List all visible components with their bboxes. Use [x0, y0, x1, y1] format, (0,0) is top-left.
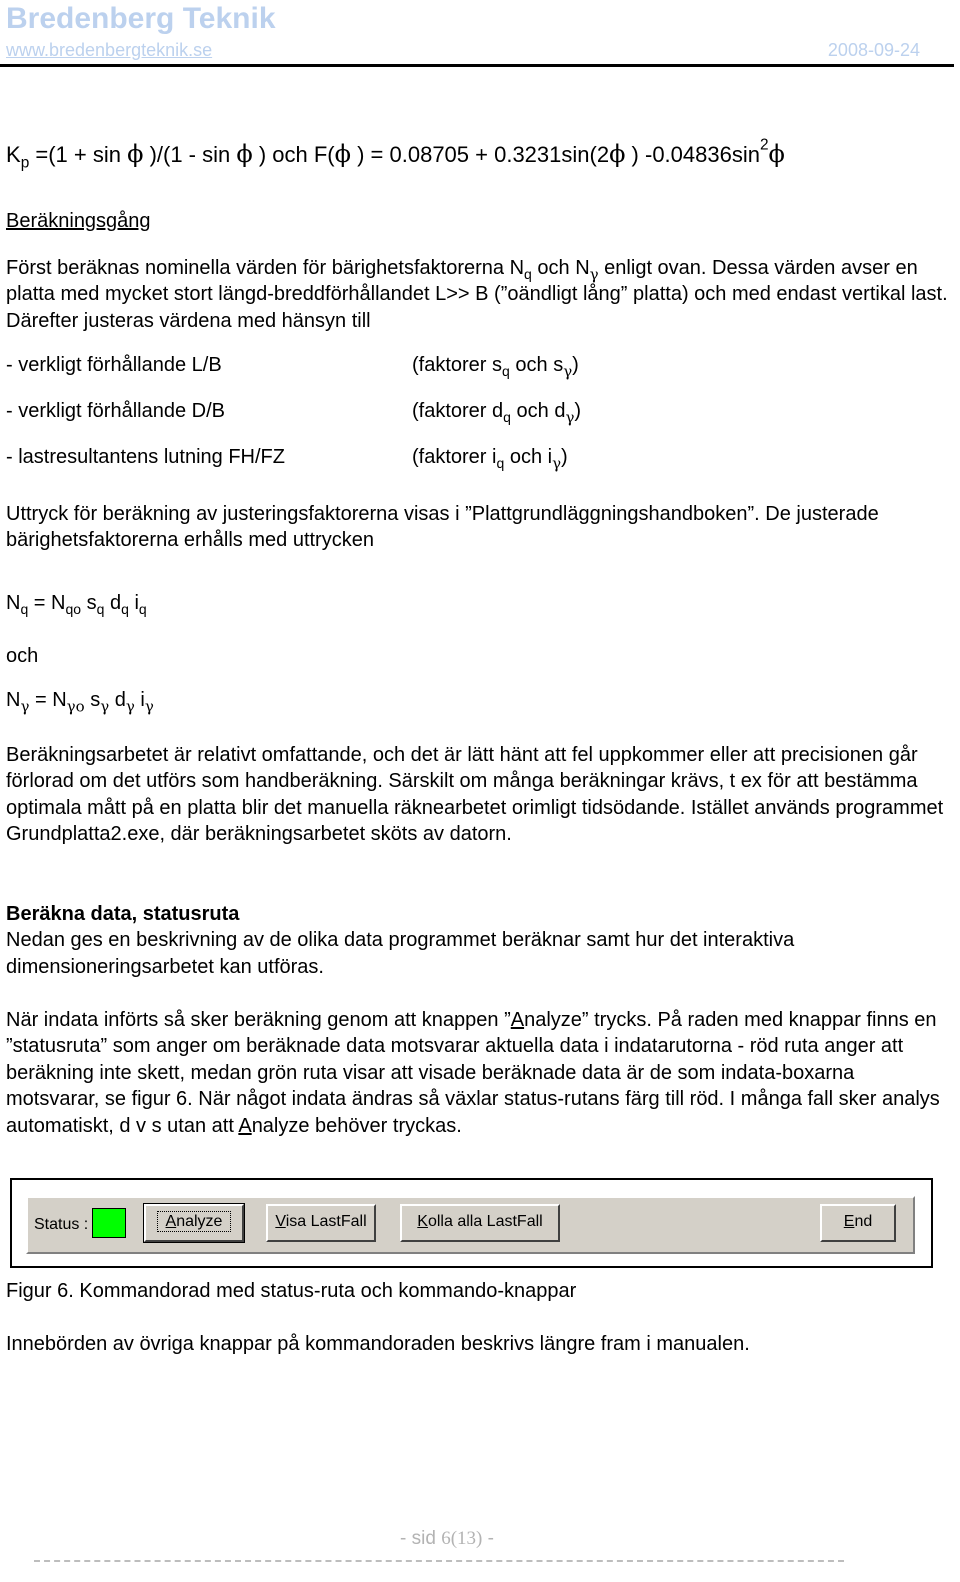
formula-k: K	[6, 142, 21, 167]
formula-sup-2: 2	[759, 136, 769, 154]
text-run: - sid	[400, 1528, 442, 1549]
subsection-heading: Beräkna data, statusruta	[6, 903, 240, 925]
text-run: K	[417, 1213, 428, 1230]
page-number-value: 6(13)	[441, 1528, 483, 1549]
formula-part: ) och F(	[252, 142, 335, 167]
subsection	[6, 901, 951, 980]
phi-symbol: ϕ	[236, 140, 253, 168]
text-run: N	[6, 689, 21, 711]
analyze-button-label	[157, 1211, 232, 1232]
sub-q: q	[502, 362, 510, 379]
text-run: När indata införts så sker beräkning genom att knappen ”	[6, 1009, 511, 1031]
text-run: (faktorer d	[412, 400, 504, 422]
figure-caption: Figur 6. Kommandorad med status-ruta och kommando-knappar	[6, 1280, 577, 1302]
text-run: )	[561, 446, 568, 468]
sub-q: q	[96, 600, 105, 617]
sub-gamma: γ	[100, 697, 110, 716]
text-run: V	[275, 1213, 286, 1230]
section-heading: Beräkningsgång	[6, 210, 151, 232]
sub-gamma: γ	[552, 454, 562, 473]
sub-qo: qo	[65, 600, 82, 617]
figure-command-bar	[10, 1178, 933, 1268]
formula-part: ) = 0.08705 + 0.3231sin(2	[350, 142, 610, 167]
text-run: E	[843, 1213, 855, 1230]
text-run: = N	[28, 592, 66, 614]
equation-ngamma	[6, 687, 154, 716]
header-rule	[0, 64, 954, 67]
text-run: Beräkningsarbetet är relativt omfattande, och det är lätt hänt att fel uppkommer eller att precisionen går förlorad om det utförs som handberäkning. Särskilt om många beräkningar krävs, t ex för att bestämma optimala mått på en platta blir det manuella räknearbetet orimligt tidsödande. Istället används programmet Grundplatta2.exe, där beräkningsarbetet sköts av datorn.	[6, 744, 944, 846]
factor-right-3	[412, 444, 568, 473]
header-date: 2008-09-24	[827, 40, 920, 60]
sub-q: q	[20, 600, 29, 617]
text-run: olla alla LastFall	[427, 1213, 543, 1230]
text-run: -	[482, 1528, 494, 1549]
text-run: (faktorer i	[412, 446, 497, 468]
text-run: och d	[510, 400, 566, 422]
analyze-button[interactable]	[144, 1204, 244, 1242]
equation-nq	[6, 590, 147, 616]
text-run: Först beräknas nominella värden för bärighetsfaktorerna N	[6, 257, 525, 279]
text-run: isa LastFall	[285, 1213, 367, 1230]
formula-sub-p: p	[20, 154, 30, 172]
phi-symbol: ϕ	[768, 140, 785, 168]
sub-q: q	[496, 454, 505, 471]
text-run: nalyze” trycks. På raden med knappar finns en ”statusruta” som anger om beräknade data motsvarar aktuella data i indatarutorna - röd ruta anger att beräkning inte skett, medan grön ruta visar att visade beräknade data är de som indata-boxarna motsvarar, se figur 6. När något indata ändras så växlar status-rutans färg till röd. I många fall sker analys automatiskt, d v s utan att	[6, 1009, 940, 1137]
factor-left-2: - verkligt förhållande D/B	[6, 400, 225, 422]
sub-gamma: γ	[565, 408, 575, 427]
paragraph-other-buttons: Innebörden av övriga knappar på kommandoraden beskrivs längre fram i manualen.	[6, 1333, 750, 1355]
text-run: och i	[504, 446, 553, 468]
page-number	[400, 1528, 494, 1550]
kolla-alla-lastfall-button[interactable]	[400, 1204, 560, 1242]
text-run: nd	[854, 1213, 873, 1230]
website-link[interactable]: www.bredenbergteknik.se	[6, 40, 213, 60]
text-run: )	[572, 354, 579, 376]
text-run: s	[81, 592, 97, 614]
text-run: (faktorer s	[412, 354, 503, 376]
sub-gamma: γ	[125, 697, 135, 716]
paragraph-intro	[6, 255, 951, 334]
formula-part: ) -0.04836sin	[625, 142, 760, 167]
sub-gamma: γ	[589, 265, 599, 284]
factor-left-1: - verkligt förhållande L/B	[6, 354, 222, 376]
text-run: nalyze behöver tryckas.	[251, 1114, 462, 1137]
status-label: Status :	[34, 1216, 89, 1233]
command-bar	[26, 1196, 915, 1254]
factor-left-3: - lastresultantens lutning FH/FZ	[6, 446, 285, 468]
text-run: N	[6, 592, 21, 614]
sub-gamma: γ	[20, 697, 30, 716]
text-run: och s	[509, 354, 564, 376]
text-run: enligt ovan. Dessa värden avser en platta med mycket stort längd-breddförhållandet L>> B (”oändligt lång” platta) och med endast vertikal last. Därefter justeras värdena med hänsyn till	[6, 257, 948, 332]
text-run: d	[104, 592, 122, 614]
sub-q: q	[524, 265, 532, 282]
sub-q: q	[138, 600, 147, 617]
phi-symbol: ϕ	[334, 140, 351, 168]
formula-part: =(1 + sin	[29, 142, 128, 167]
text-run: Uttryck för beräkning av justeringsfaktorerna visas i ”Plattgrundläggningshandboken”. De justerade bärighetsfaktorerna erhålls med uttrycken	[6, 503, 879, 552]
text-run: = N	[29, 689, 67, 711]
och-label: och	[6, 645, 39, 667]
sub-gamma: γ	[144, 697, 154, 716]
text-run: )	[574, 400, 582, 422]
sub-q: q	[121, 600, 129, 617]
paragraph-description: Nedan ges en beskrivning av de olika data programmet beräknar samt hur det interaktiva dimensioneringsarbetet kan utföras.	[6, 929, 795, 978]
text-run: i	[134, 689, 145, 711]
end-button[interactable]	[820, 1204, 896, 1242]
paragraph-analyze	[6, 1007, 951, 1139]
sub-q: q	[503, 408, 511, 425]
factor-right-1	[412, 352, 579, 381]
paragraph-workload	[6, 742, 951, 848]
text-run: i	[128, 592, 139, 614]
company-name: Bredenberg Teknik	[6, 2, 276, 35]
text-run: A	[238, 1114, 252, 1137]
phi-symbol: ϕ	[127, 140, 144, 168]
sub-gamma-o: γο	[66, 697, 85, 716]
phi-symbol: ϕ	[609, 140, 626, 168]
text-run: och N	[531, 257, 590, 279]
factor-right-2	[412, 398, 582, 427]
formula-kp	[6, 136, 785, 172]
formula-part: )/(1 - sin	[143, 142, 237, 167]
text-run: A	[165, 1213, 177, 1230]
footer-rule	[34, 1560, 844, 1562]
sub-gamma: γ	[563, 362, 573, 381]
text-run: nalyze	[176, 1213, 223, 1230]
text-run: A	[510, 1009, 525, 1031]
visa-lastfall-button[interactable]	[266, 1204, 376, 1242]
paragraph-adjustment	[6, 501, 951, 554]
text-run: d	[109, 689, 126, 711]
status-indicator	[92, 1208, 126, 1238]
text-run: s	[84, 689, 101, 711]
